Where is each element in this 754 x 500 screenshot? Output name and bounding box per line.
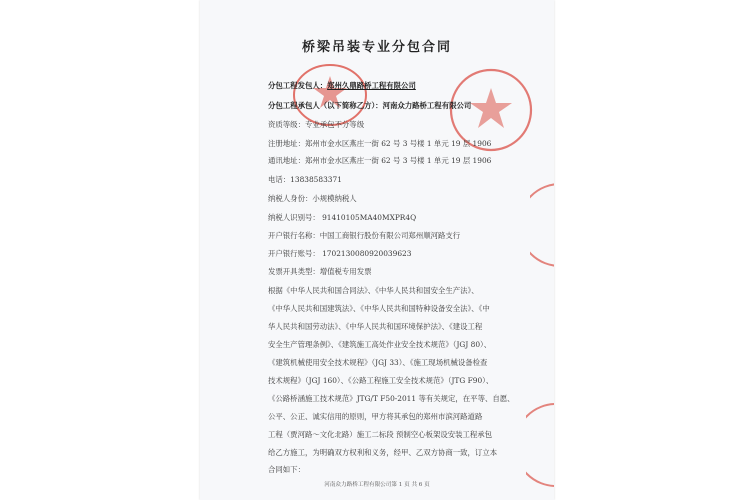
invoice-type-line: 发票开具类型：增值税专用发票	[268, 267, 372, 276]
body-line: 工程（贾河路～文化北路）施工二标段 预制空心板架设安装工程承包	[268, 430, 493, 439]
document-page	[200, 0, 554, 500]
body-line: 技术规程》（JGJ 160）、《公路工程施工安全技术规范》（JTG F90）、	[268, 376, 494, 385]
body-line: 华人民共和国劳动法》、《中华人民共和国环境保护法》、《建设工程	[268, 322, 483, 331]
party-b-label: 分包工程承包人（以下简称乙方）：	[268, 101, 383, 110]
body-line: 安全生产管理条例》、《建筑施工高处作业安全技术规范》（JGJ 80）、	[268, 340, 492, 349]
party-a-name: 郑州久鼎路桥工程有限公司	[327, 81, 416, 90]
registered-address-line: 注册地址：郑州市金水区燕庄一街 62 号 3 号楼 1 单元 19 层 1906	[268, 139, 492, 148]
taxpayer-id-line: 纳税人识别号： 91410105MA40MXPR4Q	[268, 213, 417, 222]
party-a-line	[268, 82, 416, 89]
contract-title: 桥梁吊装专业分包合同	[301, 40, 452, 55]
qualification-line: 资质等级：专业承包不分等级	[268, 120, 365, 129]
phone-line: 电话：13838583371	[268, 175, 342, 184]
page-seal-bottom-edge	[526, 400, 554, 490]
page-footer: 河南众力路桥工程有限公司第 1 页 共 6 页	[324, 482, 430, 488]
page-seal-right-edge	[530, 180, 554, 270]
party-a-label: 分包工程发包人：	[268, 81, 328, 90]
bank-name-line: 开户银行名称：中国工商银行股份有限公司郑州顺河路支行	[268, 231, 461, 240]
party-b-name: 河南众力路桥工程有限公司	[382, 101, 472, 110]
body-line: 《中华人民共和国建筑法》、《中华人民共和国特种设备安全法》、《中	[268, 304, 490, 313]
body-line: 合同如下：	[268, 465, 305, 474]
bank-account-line: 开户银行账号： 1702130080920039623	[268, 249, 412, 258]
mailing-address-line: 通讯地址：郑州市金水区燕庄一街 62 号 3 号楼 1 单元 19 层 1906	[268, 156, 492, 165]
body-line: 《建筑机械使用安全技术规程》（JGJ 33）、《施工现场机械设备检查	[268, 358, 488, 367]
party-b-line	[268, 102, 471, 109]
body-line: 《公路桥涵施工技术规范》JTG/T F50-2011 等有关规定，在平等、自愿、	[268, 394, 515, 403]
body-line: 根据《中华人民共和国合同法》、《中华人民共和国安全生产法》、	[268, 286, 479, 295]
body-line: 给乙方施工，为明确双方权利和义务，经甲、乙双方协商一致，订立本	[268, 448, 498, 457]
body-line: 公平、公正、诚实信用的原则，甲方将其承包的郑州市滨河路道路	[268, 412, 483, 421]
taxpayer-status-line: 纳税人身份：小规模纳税人	[268, 194, 357, 203]
